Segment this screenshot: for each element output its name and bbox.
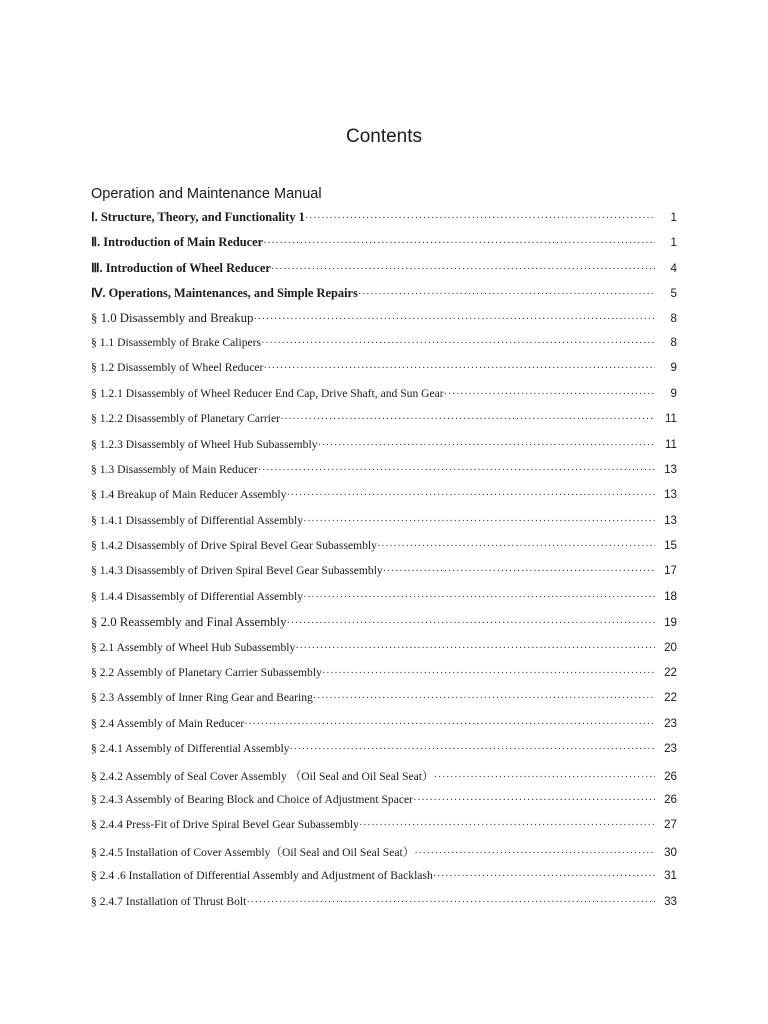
dot-leader: [261, 337, 655, 349]
toc-entry-page-number: 19: [664, 616, 677, 630]
toc-entry-label: § 2.4.1 Assembly of Differential Assembly: [91, 742, 290, 756]
toc-entry: [91, 234, 677, 259]
toc-entry: [91, 844, 677, 869]
toc-entry: [91, 818, 677, 843]
dot-leader: [377, 540, 655, 552]
toc-entry-page-number: 23: [664, 716, 677, 730]
toc-entry-label: § 1.0 Disassembly and Breakup: [91, 310, 254, 325]
dot-leader: [444, 388, 655, 400]
dot-leader: [246, 896, 655, 908]
toc-entry: [91, 564, 677, 589]
toc-entry-page-number: 33: [664, 894, 677, 908]
toc-entry-label: § 1.2.2 Disassembly of Planetary Carrier: [91, 412, 280, 426]
toc-entry: [91, 463, 677, 488]
toc-entry: [91, 539, 677, 564]
toc-entry: [91, 793, 677, 818]
toc-entry: [91, 285, 677, 310]
toc-entry: [91, 412, 677, 437]
toc-entry-label: Ⅲ. Introduction of Wheel Reducer: [91, 260, 271, 275]
toc-entry: [91, 361, 677, 386]
toc-entry-label: § 1.3 Disassembly of Main Reducer: [91, 462, 258, 476]
manual-subtitle: Operation and Maintenance Manual: [91, 186, 322, 202]
dot-leader: [280, 413, 655, 425]
toc-entry-label: § 1.2 Disassembly of Wheel Reducer: [91, 361, 264, 375]
toc-entry-label: § 2.4.2 Assembly of Seal Cover Assembly （Oil Seal and Oil Seal Seat）: [91, 769, 434, 783]
dot-leader: [253, 313, 655, 325]
toc-entry: [91, 438, 677, 463]
toc-entry-page-number: 8: [670, 335, 677, 349]
toc-entry-label: § 2.3 Assembly of Inner Ring Gear and Bearing: [91, 691, 313, 705]
dot-leader: [286, 489, 655, 501]
toc-entry-page-number: 15: [664, 539, 677, 553]
toc-entry-label: § 2.1 Assembly of Wheel Hub Subassembly: [91, 640, 296, 654]
toc-entry-label: Ⅳ. Operations, Maintenances, and Simple Repairs: [91, 286, 358, 301]
toc-entry-label: § 1.2.3 Disassembly of Wheel Hub Subassembly: [91, 437, 318, 451]
toc-entry: [91, 717, 677, 742]
toc-entry-page-number: 27: [664, 818, 677, 832]
dot-leader: [295, 642, 655, 654]
toc-entry-page-number: 1: [670, 211, 677, 224]
toc-entry: [91, 615, 677, 640]
toc-entry: [91, 387, 677, 412]
toc-entry-page-number: 22: [664, 691, 677, 705]
toc-entry-label: § 1.4.4 Disassembly of Differential Assembly: [91, 589, 303, 603]
dot-leader: [383, 565, 655, 577]
dot-leader: [258, 464, 655, 476]
toc-entry: [91, 488, 677, 513]
toc-entry-label: § 1.1 Disassembly of Brake Calipers: [91, 335, 262, 349]
toc-entry: [91, 311, 677, 336]
toc-entry: [91, 895, 677, 920]
toc-entry-label: Ⅰ. Structure, Theory, and Functionality 1: [91, 210, 305, 224]
toc-entry-label: § 2.4.7 Installation of Thrust Bolt: [91, 894, 247, 908]
toc-entry-label: § 2.4 .6 Installation of Differential Assembly and Adjustment of Backlash: [91, 869, 433, 883]
toc-entry: [91, 336, 677, 361]
toc-entry-label: § 1.4.1 Disassembly of Differential Assembly: [91, 513, 303, 527]
dot-leader: [305, 212, 655, 224]
toc-entry: [91, 869, 677, 894]
toc-entry-page-number: 11: [664, 437, 677, 451]
toc-entry-page-number: 22: [664, 666, 677, 680]
toc-entry-page-number: 5: [670, 287, 677, 301]
dot-leader: [271, 263, 655, 275]
dot-leader: [263, 362, 655, 374]
toc-entry: [91, 691, 677, 716]
toc-entry-page-number: 9: [670, 361, 677, 375]
toc-entry-page-number: 31: [664, 869, 677, 883]
dot-leader: [322, 667, 655, 679]
dot-leader: [414, 847, 655, 859]
toc-entry-page-number: 8: [670, 311, 677, 325]
toc-entry-page-number: 11: [664, 412, 677, 426]
toc-entry-label: § 2.4.4 Press-Fit of Drive Spiral Bevel Gear Subassembly: [91, 818, 359, 832]
toc-entry-page-number: 18: [664, 589, 677, 603]
table-of-contents: [91, 209, 677, 920]
toc-entry: [91, 641, 677, 666]
toc-entry-label: § 2.2 Assembly of Planetary Carrier Subassembly: [91, 666, 322, 680]
toc-entry-page-number: 9: [670, 386, 677, 400]
dot-leader: [413, 794, 655, 806]
toc-entry-label: Ⅱ. Introduction of Main Reducer: [91, 235, 264, 250]
toc-entry-page-number: 13: [664, 462, 677, 476]
toc-entry: [91, 768, 677, 793]
toc-entry-label: § 1.4.2 Disassembly of Drive Spiral Bevel Gear Subassembly: [91, 539, 377, 553]
dot-leader: [303, 515, 655, 527]
toc-entry-page-number: 13: [664, 488, 677, 502]
dot-leader: [358, 288, 655, 300]
dot-leader: [263, 237, 655, 249]
toc-entry-label: § 1.4 Breakup of Main Reducer Assembly: [91, 488, 287, 502]
dot-leader: [303, 591, 655, 603]
toc-entry-page-number: 17: [664, 564, 677, 578]
toc-entry: [91, 209, 677, 234]
toc-entry-page-number: 26: [664, 792, 677, 806]
dot-leader: [289, 743, 655, 755]
dot-leader: [359, 819, 655, 831]
dot-leader: [244, 718, 655, 730]
dot-leader: [287, 617, 656, 629]
toc-entry-page-number: 13: [664, 513, 677, 527]
dot-leader: [318, 439, 656, 451]
toc-entry: [91, 590, 677, 615]
toc-entry-label: § 2.4 Assembly of Main Reducer: [91, 716, 245, 730]
toc-entry-page-number: 4: [670, 261, 677, 275]
toc-entry: [91, 742, 677, 767]
dot-leader: [434, 771, 655, 783]
toc-entry-page-number: 26: [664, 769, 677, 783]
toc-entry-label: § 1.2.1 Disassembly of Wheel Reducer End Cap, Drive Shaft, and Sun Gear: [91, 386, 444, 400]
toc-entry-label: § 2.4.5 Installation of Cover Assembly（Oil Seal and Oil Seal Seat）: [91, 845, 415, 859]
toc-entry: [91, 666, 677, 691]
dot-leader: [433, 870, 655, 882]
toc-entry-page-number: 20: [664, 640, 677, 654]
toc-entry-label: § 2.0 Reassembly and Final Assembly: [91, 615, 287, 630]
dot-leader: [313, 692, 655, 704]
toc-entry-page-number: 1: [670, 236, 677, 250]
toc-entry: [91, 260, 677, 285]
toc-entry-page-number: 23: [664, 742, 677, 756]
toc-entry: [91, 514, 677, 539]
toc-entry-page-number: 30: [664, 845, 677, 859]
toc-entry-label: § 2.4.3 Assembly of Bearing Block and Choice of Adjustment Spacer: [91, 792, 413, 806]
page-title: Contents: [345, 126, 423, 147]
toc-entry-label: § 1.4.3 Disassembly of Driven Spiral Bevel Gear Subassembly: [91, 564, 383, 578]
